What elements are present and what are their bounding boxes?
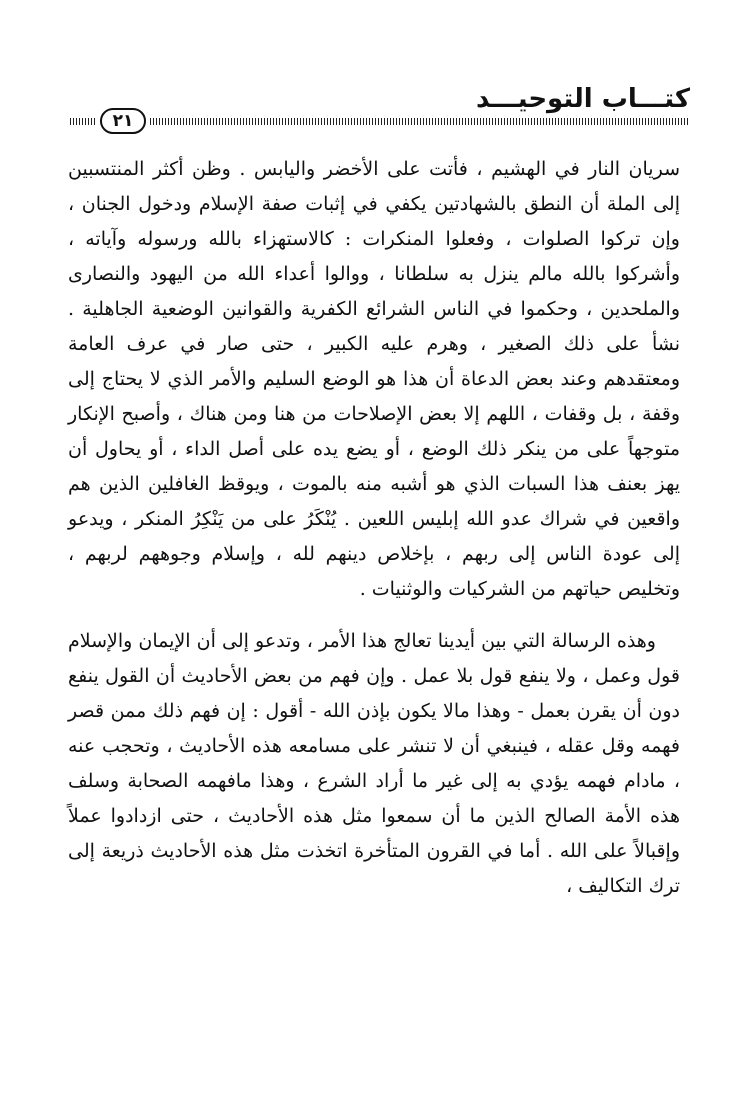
paragraph: سريان النار في الهشيم ، فأتت على الأخضر واليابس . وظن أكثر المنتسبين إلى الملة أن النطق بالشهادتين يكفي في إثبات صفة الإسلام ودخول الجنان ، وإن تركوا الصلوات ، وفعلوا المنكرات : كالاستهزاء بالله ورسوله وآياته ، وأشركوا بالله مالم ينزل به سلطانا ، ووالوا أعداء الله من اليهود والنصارى والملحدين ، وحكموا في الناس الشرائع الكفرية والقوانين الوضعية الجاهلية . نشأ على ذلك الصغير ، وهرم عليه الكبير ، حتى صار في عرف العامة ومعتقدهم وعند بعض الدعاة أن هذا هو الوضع السليم والأمر الذي لا يحتاج إلى وقفة ، بل وقفات ، اللهم إلا بعض الإصلاحات من هنا ومن هناك ، وأصبح الإنكار متوجهاً على من ينكر ذلك الوضع ، أو يضع يده على أصل الداء ، أو يحاول أن يهز بعنف هذا السبات الذي هو أشبه منه بالموت ، ويوقظ الغافلين الذين هم واقعين في شراك عدو الله إبليس اللعين . يُنْكَرُ على من يَنْكِرُ المنكر ، ويدعو إلى عودة الناس إلى ربهم ، بإخلاص دينهم لله ، وإسلام وجوههم لربهم ، وتخليص حياتهم من الشركيات والوثنيات . xyxy=(68,158,680,600)
header-rule-left xyxy=(70,118,96,125)
book-title: كتـــاب التوحيـــد xyxy=(476,84,690,114)
running-header xyxy=(70,84,690,136)
page-number: ٢١ xyxy=(100,108,146,134)
paragraph: وهذه الرسالة التي بين أيدينا تعالج هذا الأمر ، وتدعو إلى أن الإيمان والإسلام قول وعمل ، ولا ينفع قول بلا عمل . وإن فهم من بعض الأحاديث أن القول ينفع دون أن يقرن بعمل - وهذا مالا يكون بإذن الله - أقول : إن فهم ذلك ممن قصر فهمه وقل عقله ، فينبغي أن لا تنشر على مسامعه هذه الأحاديث ، وتحجب عنه ، مادام فهمه يؤدي به إلى غير ما أراد الشرع ، وهذا مافهمه الصحابة وسلف هذه الأمة الصالح الذين ما أن سمعوا مثل هذه الأحاديث ، حتى ازدادوا عملاً وإقبالاً على الله . أما في القرون المتأخرة اتخذت مثل هذه الأحاديث ذريعة إلى ترك التكاليف ، xyxy=(68,630,680,897)
body-text xyxy=(68,152,680,1072)
header-rule-right xyxy=(150,118,690,125)
